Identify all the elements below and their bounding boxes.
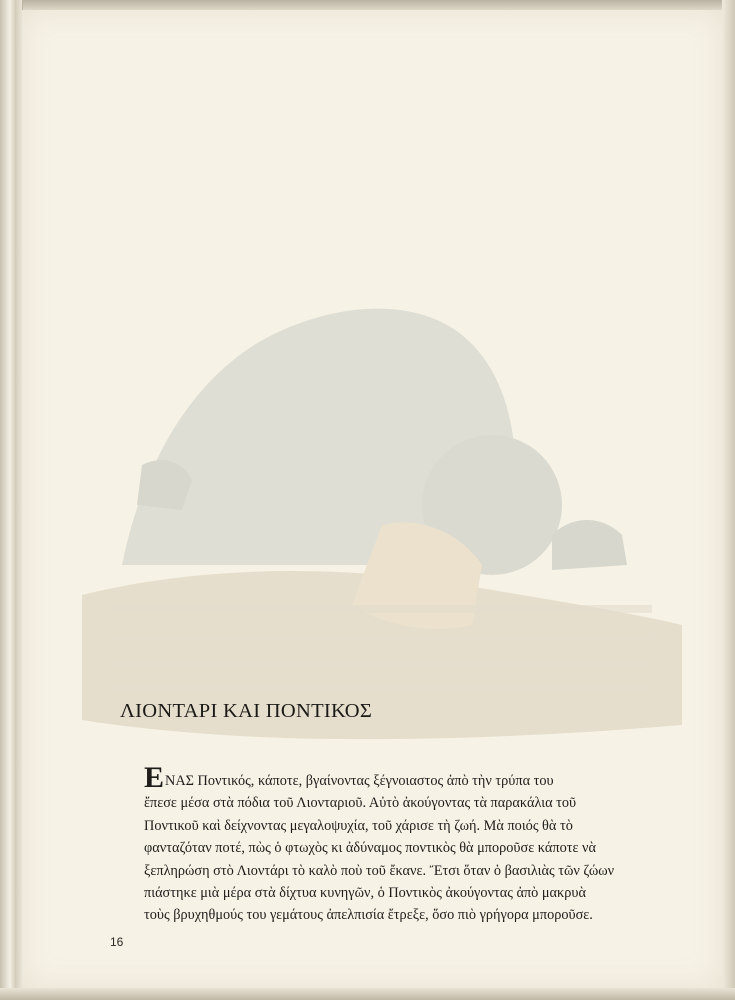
story-line: ξεπληρώση στὸ Λιοντάρι τὸ καλὸ ποὺ τοῦ ἔκανε. Ἔτσι ὅταν ὁ βασιλιὰς τῶν ζώων: [144, 862, 615, 879]
page-number: 16: [110, 935, 124, 949]
story-line: τοὺς βρυχηθμούς του γεμάτους ἀπελπισία ἔτρεξε, ὅσο πιὸ γρήγορα μποροῦσε.: [144, 907, 593, 924]
page-right-edge: [722, 0, 735, 1000]
book-binding: [0, 0, 23, 1000]
story-line: πιάστηκε μιὰ μέρα στὰ δίχτυα κυνηγῶν, ὁ Ποντικὸς ἀκούγοντας ἀπὸ μακρυὰ: [144, 885, 586, 902]
story-line: ἔπεσε μέσα στὰ πόδια τοῦ Λιονταριοῦ. Αὐτὸ ἀκούγοντας τὰ παρακάλια τοῦ: [144, 795, 577, 812]
page-bottom-edge: [0, 988, 735, 1000]
story-line-first: [144, 761, 714, 794]
book-page: [22, 10, 722, 988]
story-body: [144, 761, 714, 927]
drop-cap: Ε: [144, 761, 165, 794]
story-line: φανταζόταν ποτέ, πὼς ὁ φτωχὸς κι ἀδύναμος ποντικὸς θὰ μποροῦσε κάποτε νὰ: [144, 840, 597, 857]
story-title: ΛΙΟΝΤΑΡΙ ΚΑΙ ΠΟΝΤΙΚΟΣ: [120, 700, 373, 722]
first-line-text: ΝΑΣ Ποντικός, κάποτε, βγαίνοντας ξέγνοιαστος ἀπὸ τὴν τρύπα του: [165, 773, 554, 789]
story-line: Ποντικοῦ καὶ δείχνοντας μεγαλοψυχία, τοῦ χάρισε τὴ ζωή. Μὰ ποιός θὰ τὸ: [144, 817, 573, 834]
scan-top-edge: [0, 0, 735, 10]
